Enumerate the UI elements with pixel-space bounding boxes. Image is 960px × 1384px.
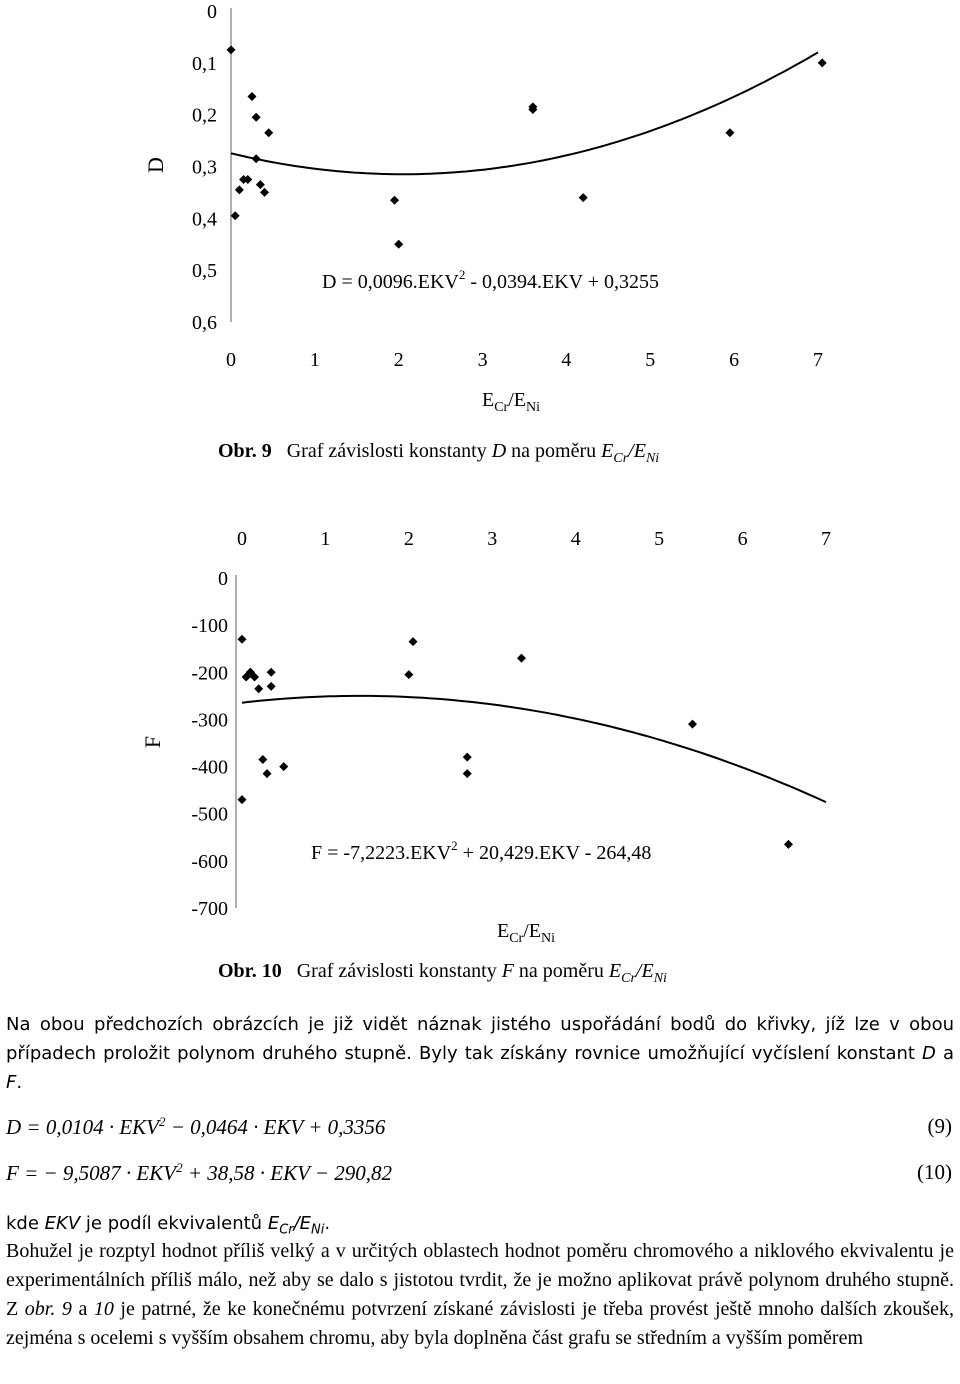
ref-obr-9: obr. 9 [24, 1298, 72, 1320]
equation-10-lhs: F = − 9,5087 · EKV [6, 1161, 177, 1185]
equation-10-rhs: + 38,58 · EKV − 290,82 [182, 1161, 392, 1185]
data-point [517, 654, 526, 663]
x-tick-label: 6 [737, 528, 748, 550]
y-tick-label: -300 [191, 709, 228, 732]
data-point [267, 682, 276, 691]
data-point [267, 668, 276, 677]
x-tick-label: 1 [320, 528, 331, 550]
data-point [227, 45, 236, 54]
caption-var: F [501, 960, 514, 982]
figure-9-number: Obr. 9 [218, 440, 272, 462]
equation-9-lhs: D = 0,0104 · EKV [6, 1115, 159, 1139]
paragraph-conclusion [6, 1237, 954, 1353]
data-point [688, 720, 697, 729]
kde-cr: Cr [279, 1222, 294, 1238]
figure-10-number: Obr. 10 [218, 960, 282, 982]
y-tick-label: 0,1 [192, 52, 217, 75]
y-tick-label: -400 [191, 756, 228, 779]
kde-text-2: je podíl ekvivalentů [85, 1213, 263, 1234]
word-a: a [942, 1043, 954, 1064]
caption-slash: /E [628, 440, 646, 462]
data-point [254, 684, 263, 693]
x-tick-label: 6 [729, 349, 740, 371]
data-point [260, 188, 269, 197]
equation-10 [6, 1160, 956, 1186]
caption-ratio: na poměru [518, 960, 604, 982]
chart-d-equation: $D = 0,0096.EKV^2 - 0,0394.EKV + 0,3255$ [322, 267, 660, 293]
data-point [247, 92, 256, 101]
equation-9-number: (9) [927, 1114, 952, 1138]
y-tick-label: 0,3 [192, 156, 217, 179]
chart-f [0, 510, 960, 970]
y-tick-label: 0,5 [192, 260, 217, 283]
data-point [394, 240, 403, 249]
data-point [258, 755, 267, 764]
data-point [579, 193, 588, 202]
caption-ni: Ni [645, 451, 660, 466]
figure-9-caption [218, 440, 659, 467]
x-tick-label: 4 [570, 528, 581, 550]
chart-d-xlabel: $E_{Cr}/E_{Ni}$ [482, 389, 540, 415]
kde-ni: Ni [311, 1222, 325, 1238]
x-tick-label: 7 [821, 528, 831, 550]
caption-text: Graf závislosti konstanty [296, 960, 497, 982]
y-tick-label: 0,4 [192, 208, 217, 231]
caption-e: E [608, 960, 622, 982]
ref-obr-10: 10 [93, 1298, 114, 1320]
x-tick-label: 3 [477, 349, 488, 371]
y-tick-label: 0,6 [192, 312, 217, 334]
x-tick-label: 7 [813, 349, 823, 371]
caption-cr: Cr [621, 971, 636, 986]
data-point [463, 753, 472, 762]
chart-f-xlabel: $E_{Cr}/E_{Ni}$ [497, 920, 555, 946]
kde-text: kde [6, 1213, 39, 1234]
equation-10-number: (10) [917, 1160, 952, 1184]
paragraph-intro [6, 1010, 954, 1097]
data-point [238, 635, 247, 644]
kde-e: E [267, 1213, 280, 1234]
period: . [16, 1072, 23, 1093]
caption-text: Graf závislosti konstanty [286, 440, 487, 462]
data-point [252, 154, 261, 163]
caption-ni: Ni [653, 971, 667, 986]
chart-f-equation: $F = -7,2223.EKV^2 + 20,429.EKV - 264,48$ [311, 838, 652, 864]
x-tick-label: 2 [403, 528, 414, 550]
data-point [279, 762, 288, 771]
y-tick-label: -200 [191, 662, 228, 685]
equation-9-rhs: − 0,0464 · EKV + 0,3356 [165, 1115, 386, 1139]
figure-10-caption [218, 960, 667, 987]
period: . [324, 1213, 331, 1234]
data-point [784, 840, 793, 849]
x-tick-label: 3 [487, 528, 498, 550]
y-tick-label: -700 [191, 898, 228, 920]
data-point [404, 670, 413, 679]
y-tick-label: -100 [191, 615, 228, 638]
paragraph-text: Na obou předchozích obrázcích je již vidět náznak jistého uspořádání bodů do křivky, jíž lze v obou případech proložit polynom druhého stupně. Byly tak získány rovnice umožňující vyčíslení konstant [6, 1014, 954, 1064]
x-tick-label: 2 [393, 349, 404, 371]
data-point [818, 58, 827, 67]
x-tick-label: 5 [654, 528, 665, 550]
y-tick-label: -600 [191, 850, 228, 873]
y-tick-label: 0 [218, 568, 228, 590]
x-tick-label: 1 [309, 349, 320, 371]
data-point [264, 128, 273, 137]
caption-slash: /E [635, 960, 654, 982]
chart-d [0, 0, 960, 420]
data-point [256, 180, 265, 189]
x-tick-label: 0 [237, 528, 247, 550]
y-tick-label: -500 [191, 803, 228, 826]
data-point [409, 637, 418, 646]
chart-d-trendline [231, 52, 818, 174]
chart-f-trendline [242, 696, 826, 802]
data-point [390, 196, 399, 205]
data-point [238, 795, 247, 804]
kde-ekv: EKV [44, 1213, 81, 1234]
caption-e: E [601, 440, 614, 462]
caption-cr: Cr [613, 451, 629, 466]
x-tick-label: 5 [645, 349, 656, 371]
data-point [463, 769, 472, 778]
y-tick-label: 0,2 [192, 104, 217, 127]
data-point [725, 128, 734, 137]
data-point [235, 185, 244, 194]
chart-f-ylabel: F [140, 735, 165, 749]
caption-ratio: na poměru [511, 440, 597, 462]
word-a: a [78, 1298, 88, 1320]
var-d: D [922, 1043, 936, 1064]
var-f: F [6, 1072, 17, 1093]
paragraph-text: Bohužel je rozptyl hodnot příliš velký a v určitých oblastech hodnot poměru chromového a niklového ekvivalentu je experimentálních příliš málo, než aby se dalo s jistotou tvrdit, že je možno aplikovat právě polynom druhého stupně. Z [6, 1240, 954, 1320]
equation-9-sup: 2 [159, 1114, 166, 1129]
data-point [252, 113, 261, 122]
data-point [231, 211, 240, 220]
data-point [263, 769, 272, 778]
equation-10-sup: 2 [176, 1160, 183, 1175]
kde-slash: /E [293, 1213, 312, 1234]
paragraph-text-rest: je patrné, že ke konečnému potvrzení získané závislosti je třeba provést ještě mnoho dalších zkoušek, zejména s ocelemi s vyšším obsahem chromu, aby byla doplněna část grafu se středním a vyšším poměrem [6, 1298, 954, 1349]
x-tick-label: 0 [226, 349, 236, 371]
equation-9 [6, 1114, 956, 1140]
caption-var: D [491, 440, 507, 462]
x-tick-label: 4 [561, 349, 572, 371]
y-tick-label: 0 [207, 1, 217, 23]
chart-d-ylabel: D [143, 157, 168, 173]
